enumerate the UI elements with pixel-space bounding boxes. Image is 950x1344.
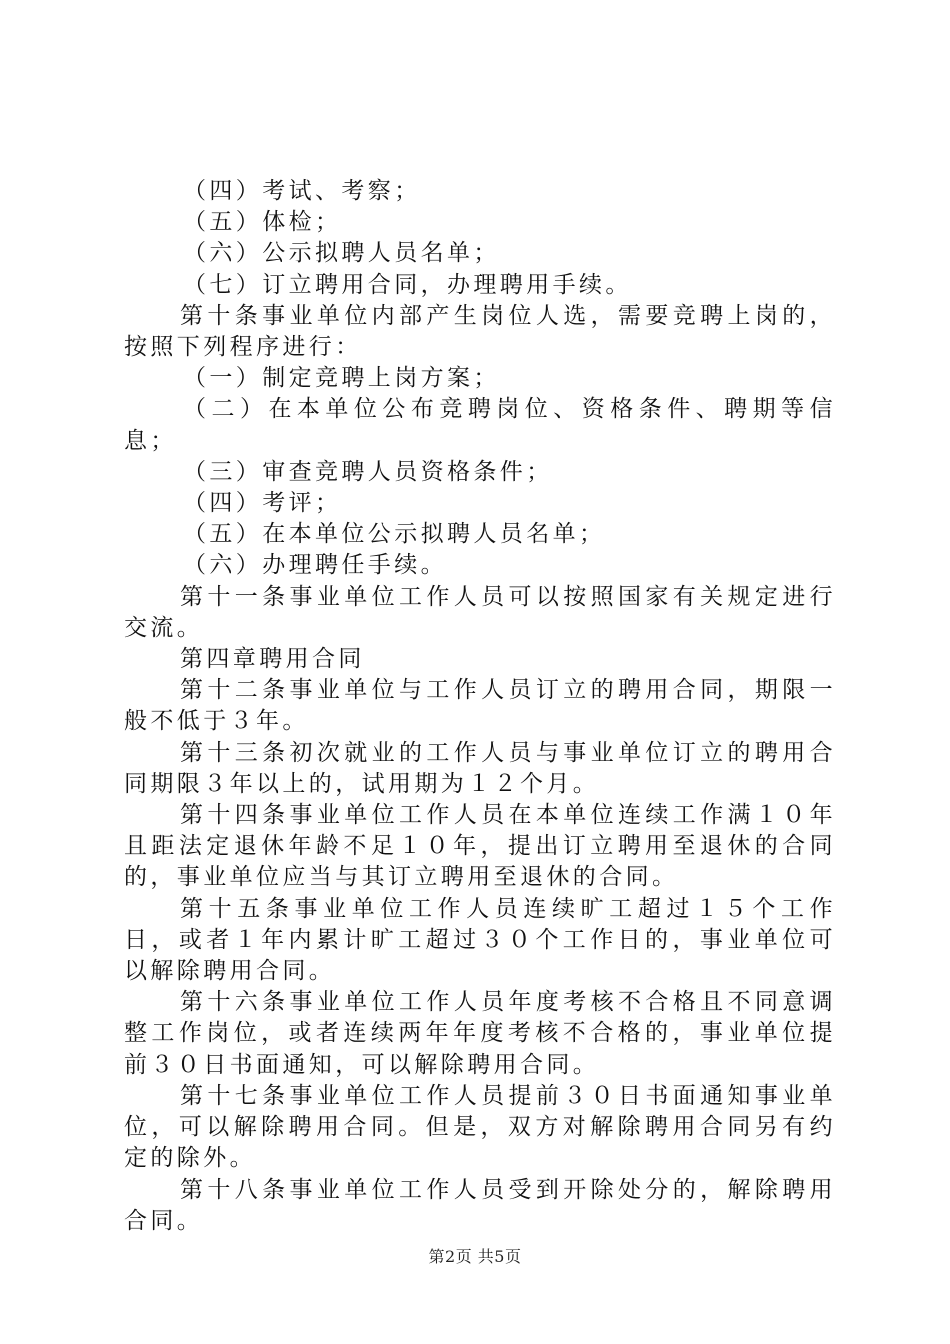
list-item-announce: （二）在本单位公布竞聘岗位、资格条件、聘期等信息；	[124, 396, 836, 454]
list-item-appoint: （六）办理聘任手续。	[183, 552, 447, 579]
article-17: 第十七条事业单位工作人员提前３０日书面通知事业单位，可以解除聘用合同。但是，双方对解除聘用合同另有约定的除外。	[124, 1082, 836, 1172]
document-body	[124, 176, 836, 1237]
list-item-plan: （一）制定竞聘上岗方案；	[183, 365, 500, 392]
article-18: 第十八条事业单位工作人员受到开除处分的，解除聘用合同。	[124, 1176, 836, 1234]
article-10: 第十条事业单位内部产生岗位人选，需要竞聘上岗的，按照下列程序进行：	[124, 302, 836, 361]
article-15: 第十五条事业单位工作人员连续旷工超过１５个工作日，或者１年内累计旷工超过３０个工作日的，事业单位可以解除聘用合同。	[124, 895, 836, 985]
article-16: 第十六条事业单位工作人员年度考核不合格且不同意调整工作岗位，或者连续两年年度考核不合格的，事业单位提前３０日书面通知，可以解除聘用合同。	[124, 989, 836, 1078]
article-14: 第十四条事业单位工作人员在本单位连续工作满１０年且距法定退休年龄不足１０年，提出订立聘用至退休的合同的，事业单位应当与其订立聘用至退休的合同。	[124, 802, 836, 891]
list-item-evaluate: （四）考评；	[183, 490, 342, 517]
list-item-review: （三）审查竞聘人员资格条件；	[183, 458, 553, 485]
list-item-exam: （四）考试、考察；	[183, 178, 421, 204]
list-item-publicize: （六）公示拟聘人员名单；	[183, 240, 500, 267]
list-item-contract: （七）订立聘用合同，办理聘用手续。	[183, 271, 632, 298]
article-12: 第十二条事业单位与工作人员订立的聘用合同，期限一般不低于３年。	[124, 677, 836, 735]
article-11: 第十一条事业单位工作人员可以按照国家有关规定进行交流。	[124, 583, 836, 641]
article-13: 第十三条初次就业的工作人员与事业单位订立的聘用合同期限３年以上的，试用期为１２个月。	[124, 739, 836, 797]
list-item-physical: （五）体检；	[183, 209, 342, 236]
list-item-publicize-internal: （五）在本单位公示拟聘人员名单；	[183, 521, 606, 548]
page-number-footer: 第2页 共5页	[428, 1247, 522, 1266]
chapter-heading: 第四章聘用合同	[180, 646, 365, 673]
